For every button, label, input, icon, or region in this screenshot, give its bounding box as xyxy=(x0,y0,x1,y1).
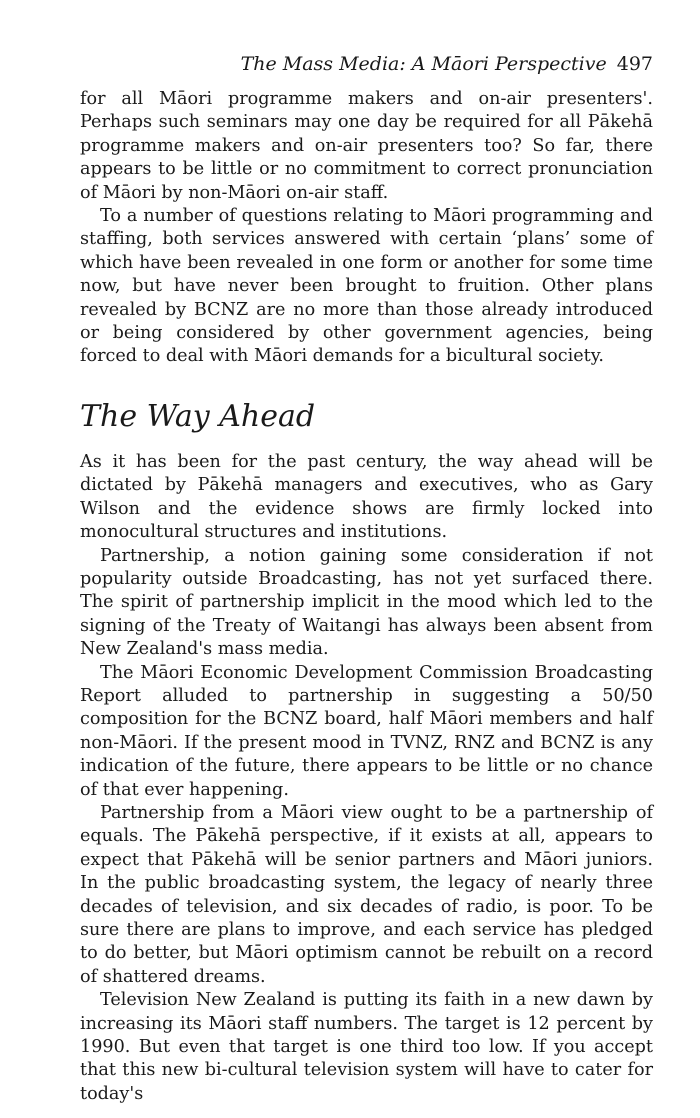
paragraph: To a number of questions relating to Māori programming and staffing, both services answered with certain ‘plans’ some of which have been revealed in one form or another for some time now, but have never been brought to fruition. Other plans revealed by BCNZ are no more than those already introduced or being considered by other government agencies, being forced to deal with Māori demands for a bicultural society. xyxy=(80,206,653,367)
page-number: 497 xyxy=(616,53,653,75)
paragraph: As it has been for the past century, the way ahead will be dictated by Pākehā managers and executives, who as Gary Wilson and the evidence shows are firmly locked into monocultural structures and institutions. xyxy=(80,451,653,543)
paragraph: The Māori Economic Development Commission Broadcasting Report alluded to partnership in suggesting a 50/50 composition for the BCNZ board, half Māori members and half non-Māori. If the present mood in TVNZ, RNZ and BCNZ is any indication of the future, there appears to be little or no chance of that ever happening. xyxy=(80,662,653,800)
section-heading: The Way Ahead xyxy=(80,398,316,434)
book-page xyxy=(80,52,653,1106)
body-text-after-heading xyxy=(80,451,653,1106)
running-head xyxy=(80,52,653,76)
paragraph: Partnership, a notion gaining some consideration if not popularity outside Broadcasting, has not yet surfaced there. The spirit of partnership implicit in the mood which led to the signing of the Treaty of Waitangi has always been absent from New Zealand's mass media. xyxy=(80,545,653,660)
body-text-before-heading xyxy=(80,88,653,369)
paragraph: Partnership from a Māori view ought to be a partnership of equals. The Pākehā perspective, if it exists at all, appears to expect that Pākehā will be senior partners and Māori juniors. In the public broadcasting system, the legacy of nearly three decades of television, and six decades of radio, is poor. To be sure there are plans to improve, and each service has pledged to do better, but Māori optimism cannot be rebuilt on a record of shattered dreams. xyxy=(80,802,653,987)
paragraph: for all Māori programme makers and on-air presenters'. Perhaps such seminars may one day be required for all Pākehā programme makers and on-air presenters too? So far, there appears to be little or no commitment to correct pronunciation of Māori by non-Māori on-air staff. xyxy=(80,89,653,203)
paragraph: Television New Zealand is putting its faith in a new dawn by increasing its Māori staff numbers. The target is 12 percent by 1990. But even that target is one third too low. If you accept that this new bi-cultural television system will have to cater for today's xyxy=(80,990,653,1104)
running-head-title: The Mass Media: A Māori Perspective xyxy=(240,53,607,75)
